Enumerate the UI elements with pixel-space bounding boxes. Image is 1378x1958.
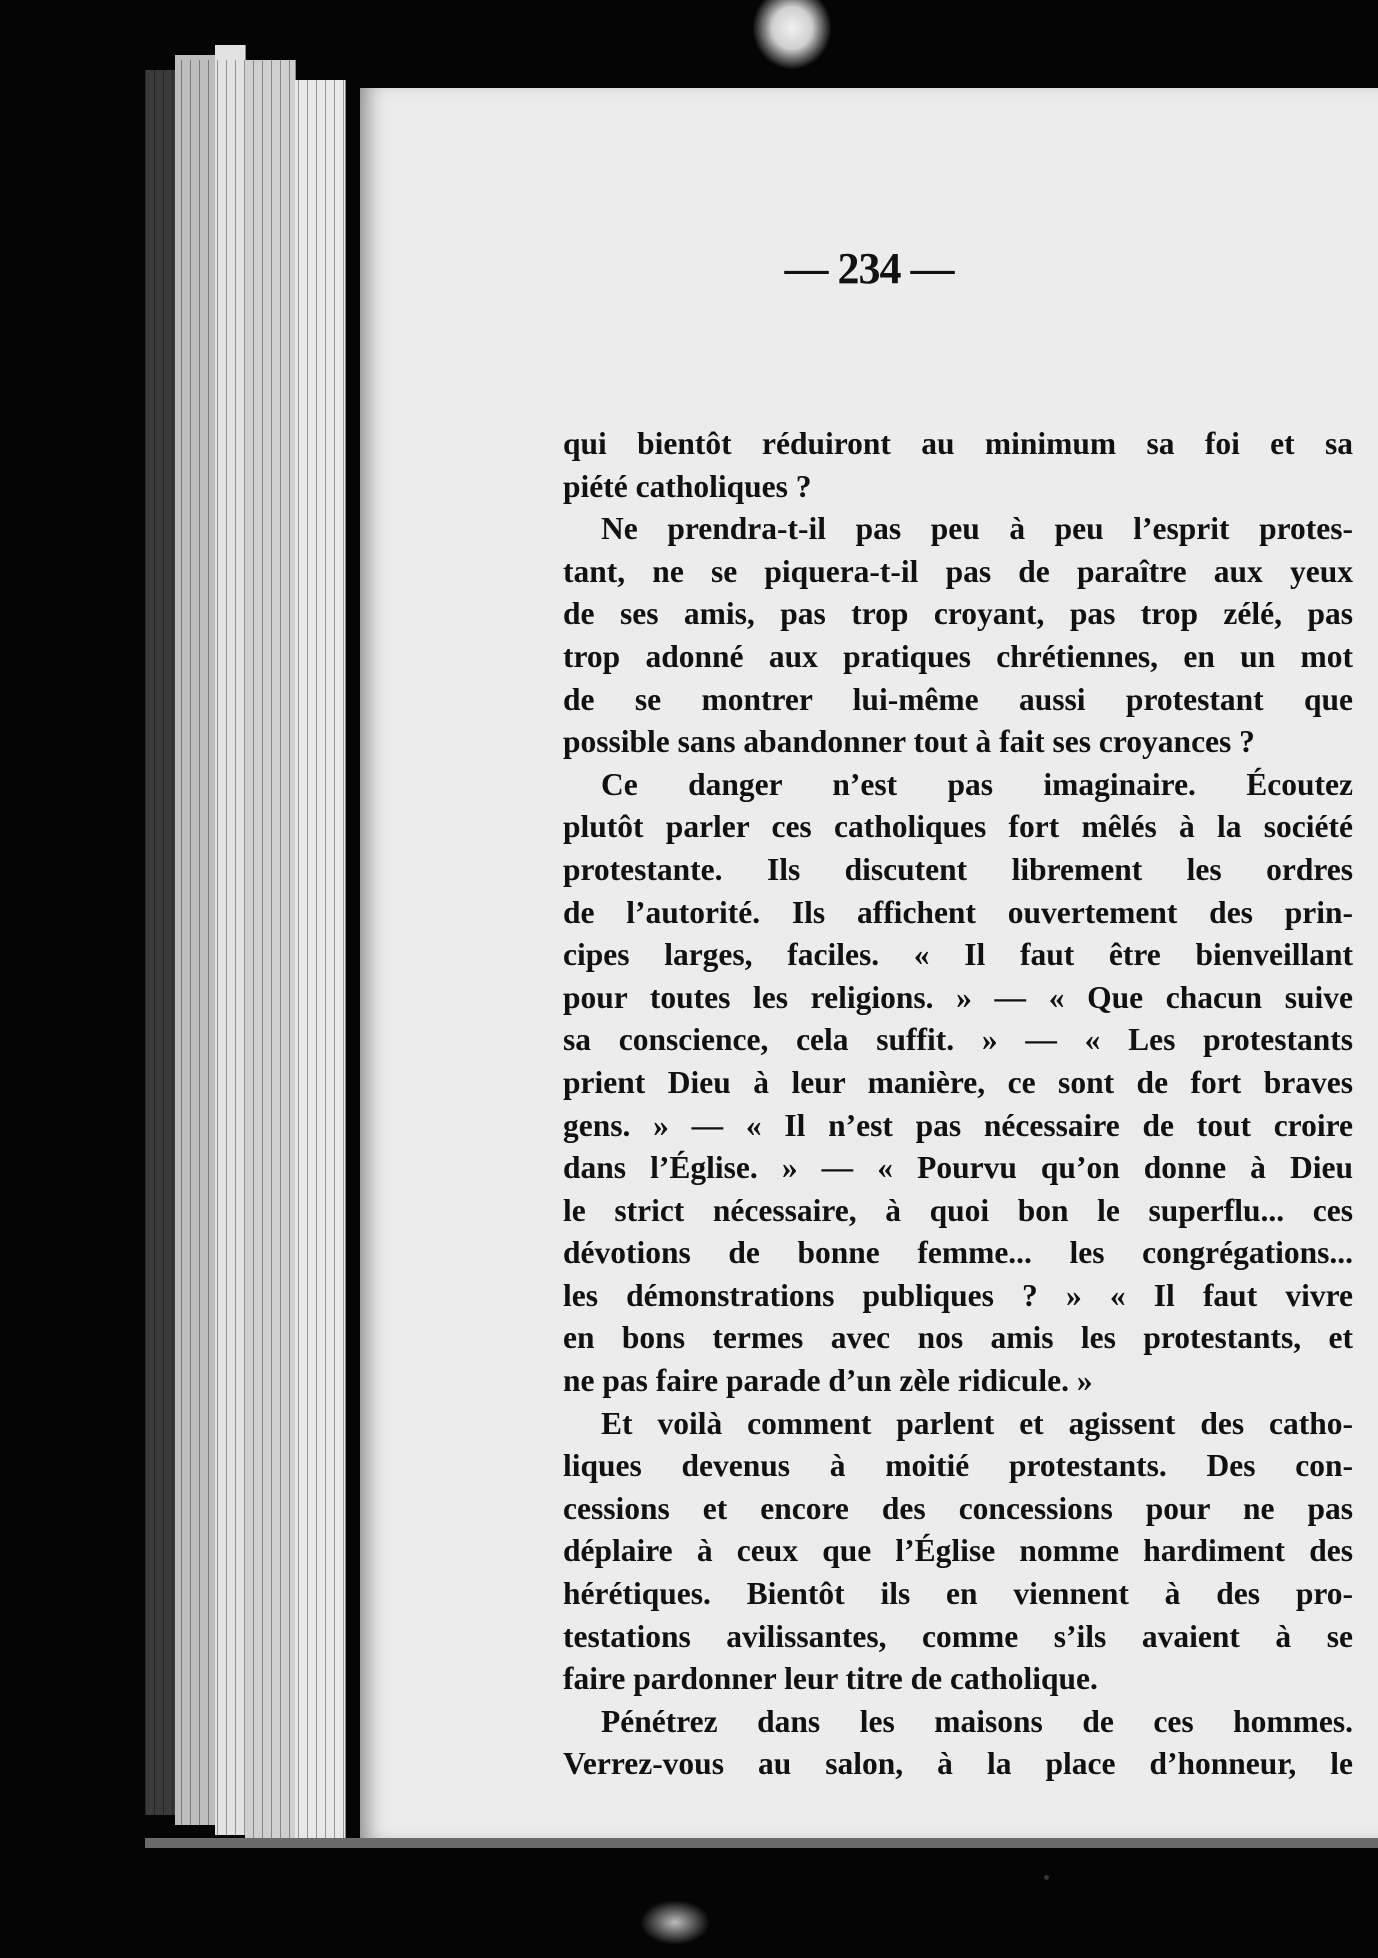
- text-line: de se montrer lui-même aussi protestant que: [563, 681, 1353, 717]
- text-line: pour toutes les religions. » — « Que chacun suive: [563, 979, 1353, 1015]
- text-line: prient Dieu à leur manière, ce sont de fort braves: [563, 1064, 1353, 1100]
- text-line: qui bientôt réduiront au minimum sa foi et sa: [563, 426, 1353, 461]
- text-line: cipes larges, faciles. « Il faut être bienveillant: [563, 937, 1353, 973]
- text-line: hérétiques. Bientôt ils en viennent à des pro-: [563, 1576, 1353, 1612]
- page-number: — 234 —: [784, 244, 954, 293]
- text-line: piété catholiques ?: [563, 468, 812, 504]
- text-line: tant, ne se piquera-t-il pas de paraître aux yeux: [563, 553, 1353, 589]
- text-line: trop adonné aux pratiques chrétiennes, en un mot: [563, 638, 1353, 674]
- book-edge: [245, 60, 296, 1840]
- text-line: le strict nécessaire, à quoi bon le superflu... ces: [563, 1192, 1353, 1228]
- paper-damage: [752, 0, 832, 70]
- ink-speck: [1044, 1875, 1049, 1880]
- text-line: cessions et encore des concessions pour ne pas: [563, 1490, 1353, 1526]
- book-edge: [175, 55, 216, 1825]
- text-line: de ses amis, pas trop croyant, pas trop zélé, pas: [563, 596, 1353, 632]
- text-line: liques devenus à moitié protestants. Des con-: [563, 1448, 1353, 1484]
- text-line: les démonstrations publiques ? » « Il faut vivre: [563, 1277, 1353, 1313]
- page-body-text: [563, 423, 1353, 1786]
- book-edge: [215, 45, 246, 1835]
- text-line: dans l’Église. » — « Pourvu qu’on donne à Dieu: [563, 1150, 1353, 1186]
- text-line: plutôt parler ces catholiques fort mêlés à la société: [563, 809, 1353, 845]
- text-line: Pénétrez dans les maisons de ces hommes.: [601, 1703, 1353, 1739]
- text-line: déplaire à ceux que l’Église nomme hardiment des: [563, 1533, 1353, 1569]
- text-line: Et voilà comment parlent et agissent des catho-: [601, 1405, 1353, 1441]
- book-edge: [145, 70, 176, 1815]
- text-line: Ne prendra-t-il pas peu à peu l’esprit protes-: [601, 511, 1353, 547]
- book-bottom-edge: [145, 1838, 1378, 1848]
- text-line: testations avilissantes, comme s’ils avaient à se: [563, 1618, 1353, 1654]
- text-line: sa conscience, cela suffit. » — « Les protestants: [563, 1022, 1353, 1058]
- text-line: ne pas faire parade d’un zèle ridicule. »: [563, 1363, 1093, 1399]
- text-line: en bons termes avec nos amis les protestants, et: [563, 1320, 1353, 1356]
- text-line: de l’autorité. Ils affichent ouvertement des prin-: [563, 894, 1353, 930]
- text-line: dévotions de bonne femme... les congrégations...: [563, 1235, 1353, 1271]
- text-line: Verrez-vous au salon, à la place d’honneur, le: [563, 1746, 1353, 1782]
- book-edge: [295, 80, 346, 1845]
- text-line: gens. » — « Il n’est pas nécessaire de tout croire: [563, 1107, 1353, 1143]
- book-page: [360, 88, 1378, 1838]
- text-line: possible sans abandonner tout à fait ses croyances ?: [563, 724, 1255, 760]
- text-line: faire pardonner leur titre de catholique.: [563, 1661, 1098, 1697]
- text-line: protestante. Ils discutent librement les ordres: [563, 851, 1353, 887]
- paper-damage: [640, 1900, 710, 1945]
- text-line: Ce danger n’est pas imaginaire. Écoutez: [601, 766, 1353, 802]
